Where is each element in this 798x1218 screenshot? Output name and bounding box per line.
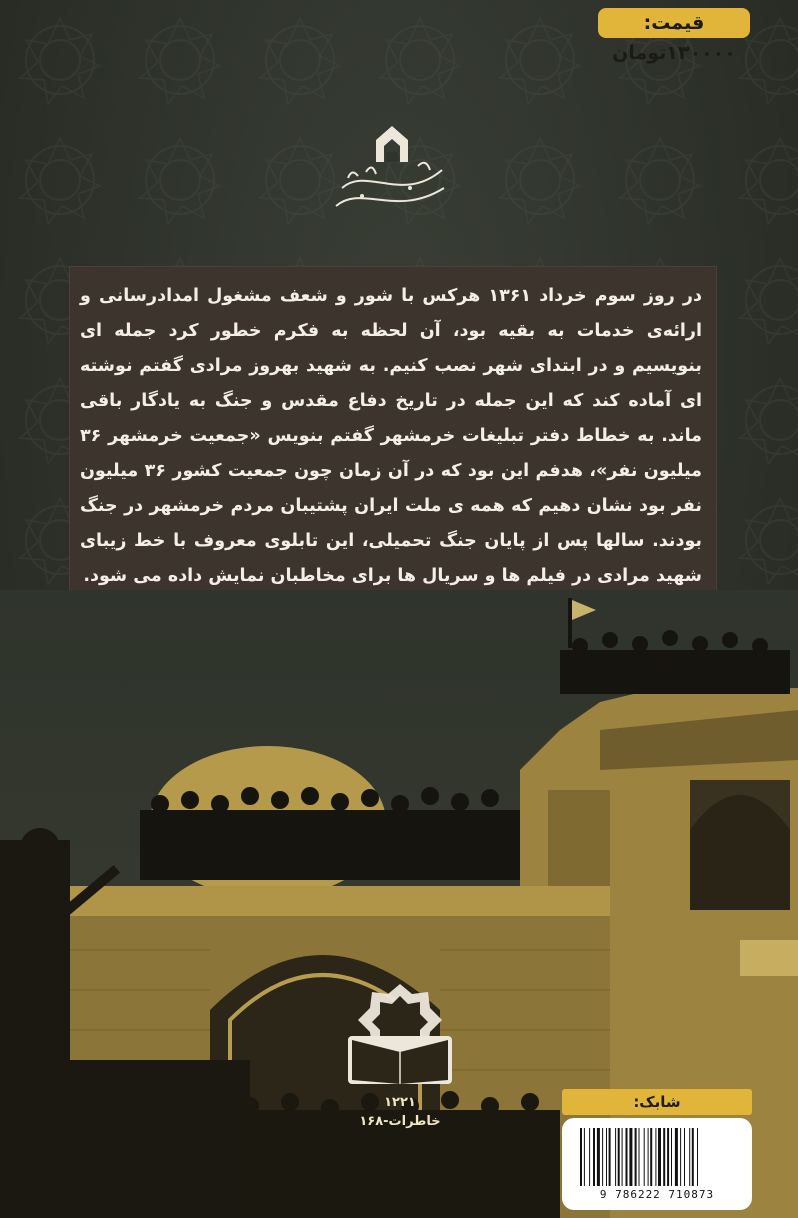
- barcode: [562, 1118, 752, 1210]
- excerpt-box: [70, 267, 716, 597]
- publisher-logo-icon: [330, 980, 470, 1090]
- series-label: خاطرات-۱۶۸: [359, 1114, 441, 1129]
- price-badge: قیمت: ۱۳۰۰۰۰تومان: [598, 8, 750, 38]
- excerpt-text: در روز سوم خرداد ۱۳۶۱ هرکس با شور و شعف مشغول امدادرسانی و ارائه‌ی خدمات به بقیه بود، آن لحظه به فکرم خطور کرد جمله ای بنویسیم و در ابتدای شهر نصب کنیم. به شهید بهروز مرادی گفتم نوشته ای آماده کند که این جمله در تاریخ دفاع مقدس و جنگ به یادگار باقی ماند. به خطاط دفتر تبلیغات خرمشهر گفتم بنویس «جمعیت خرمشهر ۳۶ میلیون نفر»، هدفم این بود که در آن زمان چون جمعیت کشور ۳۶ میلیون نفر بود نشان دهیم که همه ی ملت ایران پشتیبان مردم خرمشهر در جنگ بودند. سالها پس از پایان جنگ تحمیلی، این تابلوی معروف با خط زیبای شهید مرادی در فیلم ها و سریال ها برای مخاطبان نمایش داده می شود.: [80, 286, 702, 586]
- publisher-info: [330, 1093, 470, 1131]
- barcode-bars-icon: [576, 1128, 738, 1186]
- isbn-label: شابک:: [562, 1089, 752, 1115]
- book-code: ۱۲۲۱: [384, 1095, 416, 1110]
- emblem-logo-icon: [322, 118, 462, 228]
- barcode-number: 9 786222 710873: [599, 1188, 715, 1201]
